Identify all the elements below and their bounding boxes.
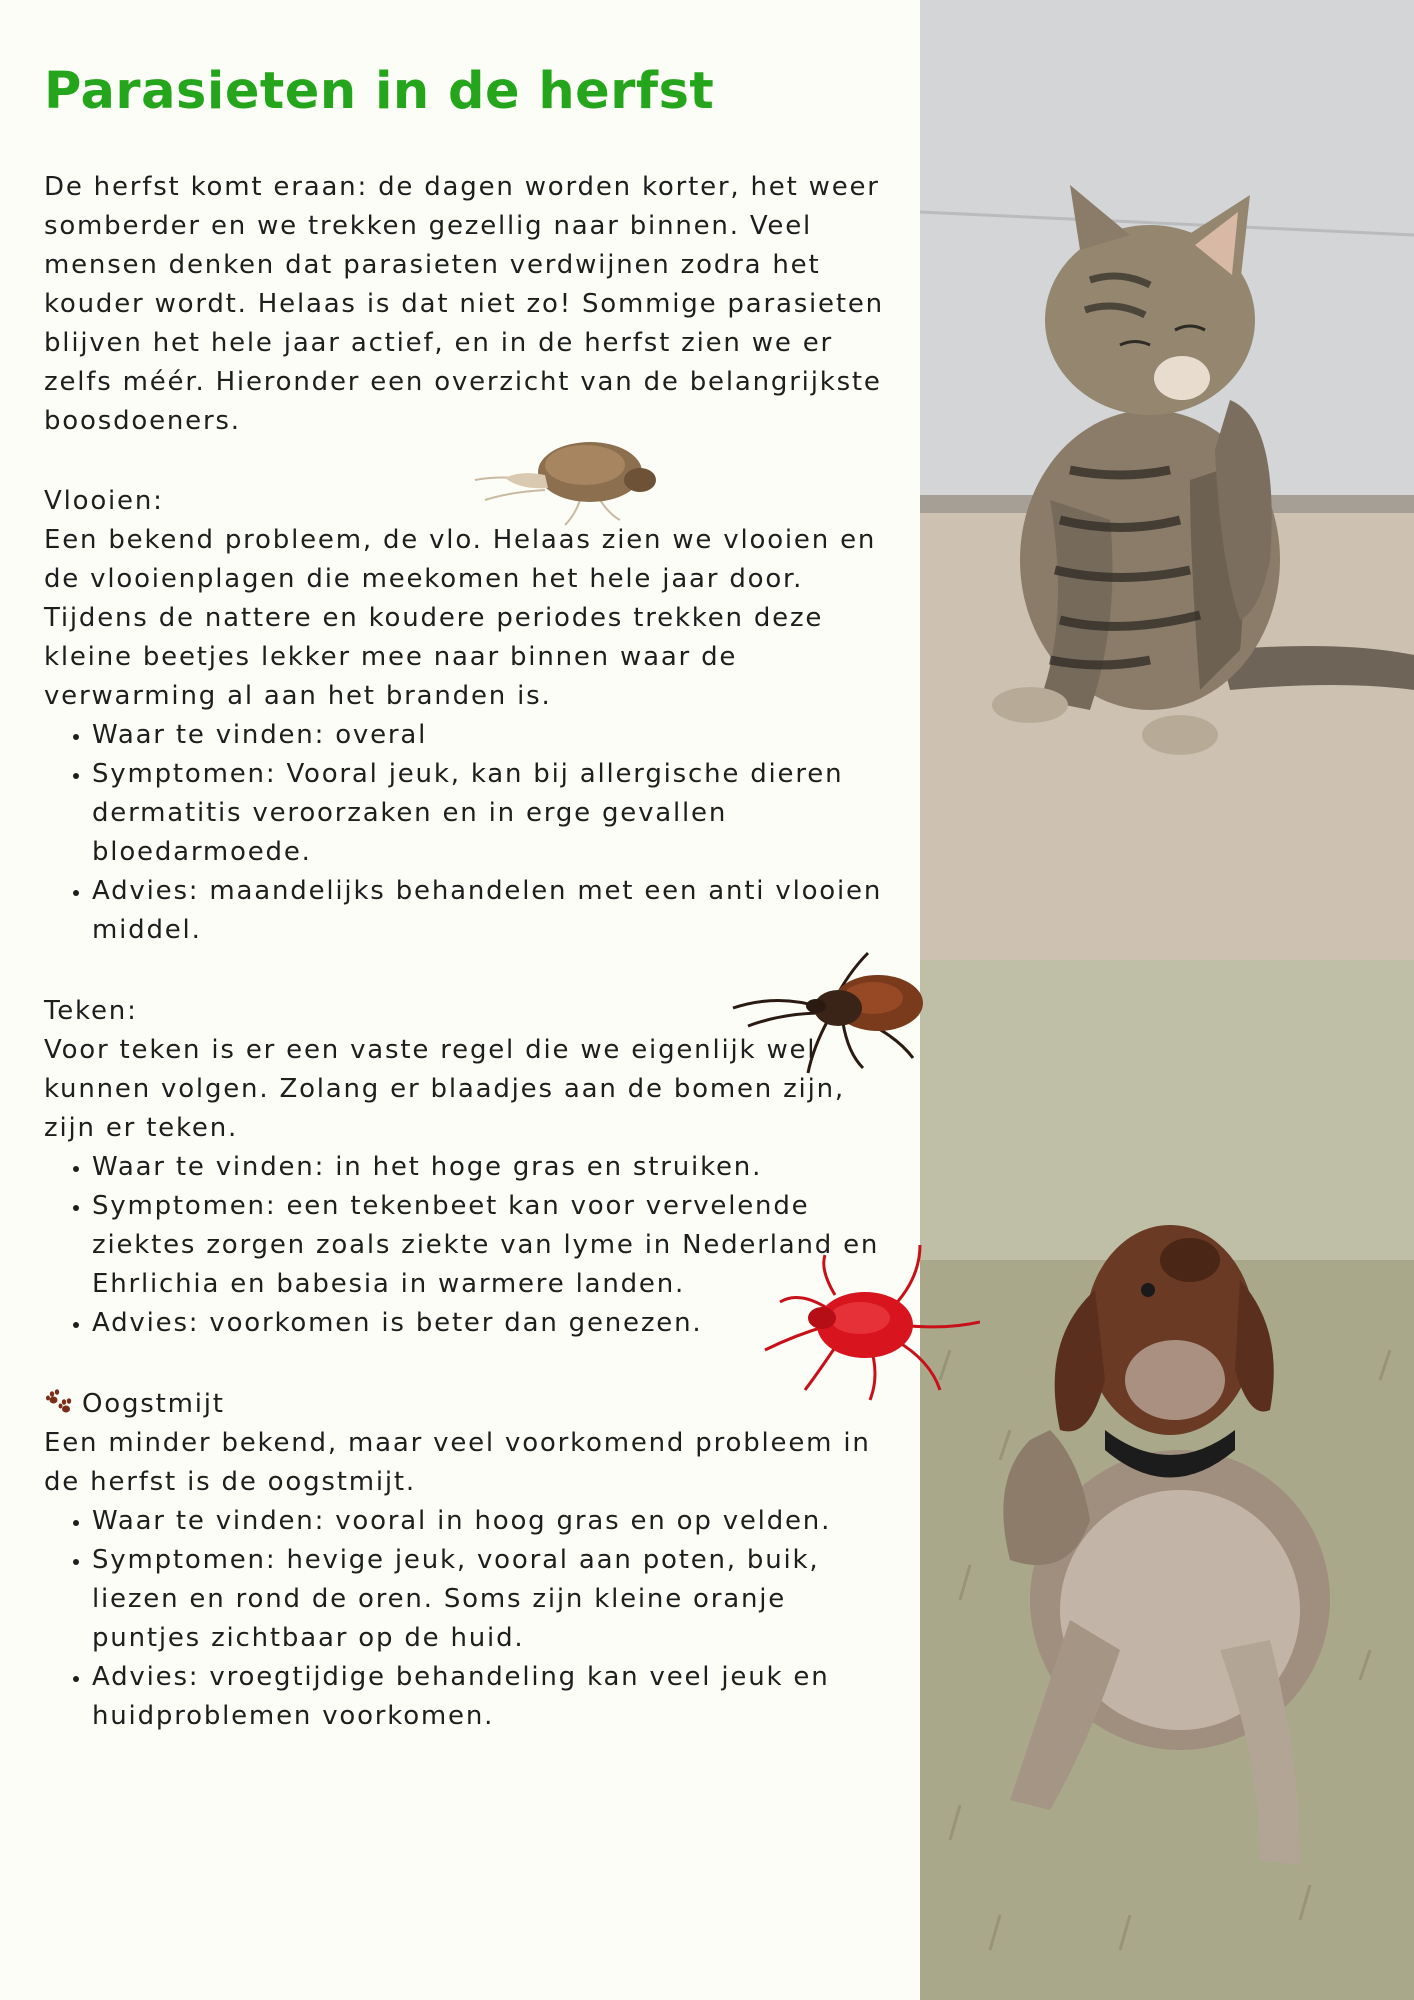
dog-scratching-photo <box>920 960 1414 2000</box>
list-item: • Waar te vinden: in het hoge gras en struiken. <box>92 1148 904 1187</box>
list-item: • Advies: maandelijks behandelen met een anti vlooien middel. <box>92 872 904 950</box>
intro-paragraph: De herfst komt eraan: de dagen worden korter, het weer somberder en we trekken gezellig naar binnen. Veel mensen denken dat parasieten verdwijnen zodra het kouder wordt. Helaas is dat niet zo! Sommige parasieten blijven het hele jaar actief, en in de herfst zien we er zelfs méér. Hieronder een overzicht van de belangrijkste boosdoeners. <box>44 172 884 436</box>
mite-icon <box>760 1240 980 1405</box>
list-item: • Advies: voorkomen is beter dan genezen. <box>92 1304 904 1343</box>
cat-illustration <box>920 0 1414 960</box>
page-title: Parasieten in de herfst <box>44 62 715 121</box>
list-item: • Waar te vinden: overal <box>92 716 904 755</box>
list-item: • Waar te vinden: vooral in hoog gras en op velden. <box>92 1502 904 1541</box>
tick-icon <box>728 948 928 1078</box>
mite-heading: Oogstmijt <box>82 1389 225 1419</box>
cat-scratching-photo <box>920 0 1414 960</box>
list-item: • Symptomen: hevige jeuk, vooral aan poten, buik, liezen en rond de oren. Soms zijn kleine oranje puntjes zichtbaar op de huid. <box>92 1541 904 1658</box>
list-item: • Advies: vroegtijdige behandeling kan veel jeuk en huidproblemen voorkomen. <box>92 1658 904 1736</box>
flea-list <box>44 716 904 950</box>
flea-body: Een bekend probleem, de vlo. Helaas zien we vlooien en de vlooienplagen die meekomen het hele jaar door. Tijdens de nattere en koudere periodes trekken deze kleine beetjes lekker mee naar binnen waar de verwarming al aan het branden is. <box>44 525 877 711</box>
tick-body: Voor teken is er een vaste regel die we eigenlijk wel kunnen volgen. Zolang er blaadjes aan de bomen zijn, zijn er teken. <box>44 1035 845 1143</box>
flea-heading: Vlooien: <box>44 486 164 516</box>
flea-section <box>44 482 904 950</box>
mite-body: Een minder bekend, maar veel voorkomend probleem in de herfst is de oogstmijt. <box>44 1428 871 1497</box>
list-item: • Symptomen: Vooral jeuk, kan bij allergische dieren dermatitis veroorzaken en in erge gevallen bloedarmoede. <box>92 755 904 872</box>
paw-prints-icon <box>44 1388 74 1414</box>
mite-section <box>44 1385 904 1736</box>
mite-list <box>44 1502 904 1736</box>
tick-heading: Teken: <box>44 996 138 1026</box>
list-item: • Symptomen: een tekenbeet kan voor vervelende ziektes zorgen zoals ziekte van lyme in Nederland en Ehrlichia en babesia in warmere landen. <box>92 1187 904 1304</box>
flea-icon <box>470 420 670 530</box>
dog-illustration <box>920 960 1414 2000</box>
